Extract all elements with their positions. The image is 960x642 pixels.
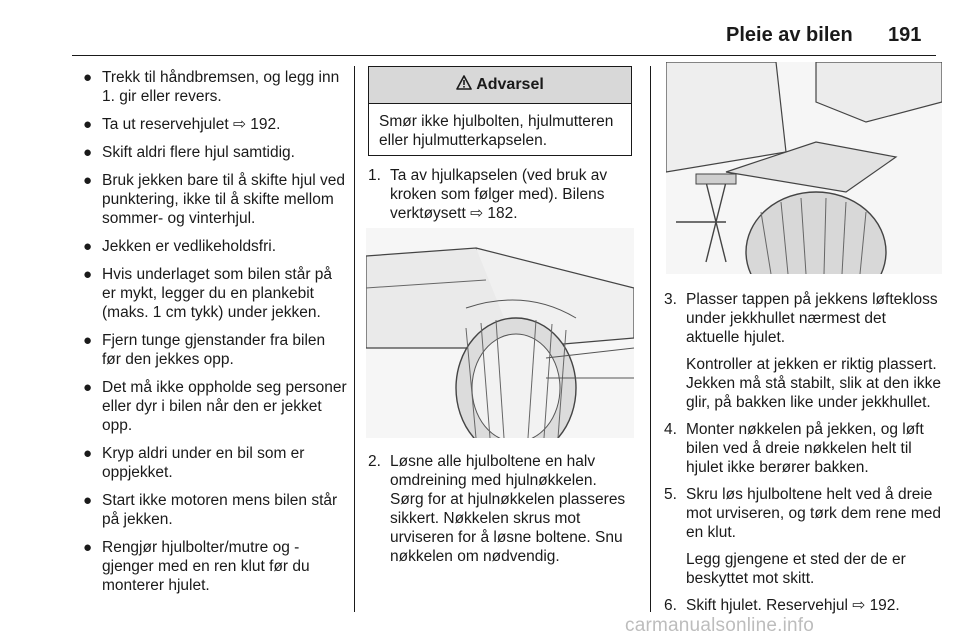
list-item: ● Trekk til håndbremsen, og legg inn 1. gir eller revers. — [83, 69, 340, 105]
step-note: Legg gjengene et sted der de er beskyttet mot skitt. — [686, 551, 906, 587]
bullet-icon: ● — [83, 379, 93, 396]
list-item — [664, 290, 942, 412]
bullet-icon: ● — [83, 144, 93, 161]
step-text: Ta av hjulkapselen (ved bruk av kroken som følger med). Bilens verktøysett ⇨ 182. — [390, 167, 608, 222]
list-item: ● Start ikke motoren mens bilen står på jekken. — [83, 492, 338, 528]
step-number: 5. — [664, 486, 677, 503]
column-2-step-1 — [368, 166, 634, 231]
bullet-icon: ● — [83, 492, 93, 509]
list-item: ● Jekken er vedlikeholdsfri. — [83, 238, 277, 255]
list-item — [664, 485, 942, 588]
watermark: carmanualsonline.info — [625, 615, 815, 636]
bullet-icon: ● — [83, 332, 93, 349]
list-item: ● Rengjør hjulbolter/mutre og -gjenger med en ren klut før du monterer hjulet. — [83, 539, 310, 594]
list-item — [664, 596, 942, 615]
list-item: ● Fjern tunge gjenstander fra bilen før den jekkes opp. — [83, 332, 326, 368]
list-item: ● Hvis underlaget som bilen står på er mykt, legger du en plankebit (maks. 1 cm tykk) under jekken. — [83, 266, 333, 321]
column-divider-1 — [354, 66, 355, 612]
step-text: Skru løs hjulboltene helt ved å dreie mot urviseren, og tørk dem rene med en klut. — [686, 486, 941, 541]
step-number: 1. — [368, 167, 381, 184]
list-item: ● Bruk jekken bare til å skifte hjul ved punktering, ikke til å skifte mellom sommer- og vinterhjul. — [83, 172, 345, 227]
list-item — [368, 452, 634, 566]
warning-text: Smør ikke hjulbolten, hjulmutteren eller hjulmutterkapselen. — [379, 113, 614, 149]
page-title: Pleie av bilen — [726, 24, 853, 46]
jack-drawing — [666, 62, 942, 274]
wheel-illustration — [366, 228, 634, 438]
step-number: 3. — [664, 291, 677, 308]
step-number: 4. — [664, 421, 677, 438]
list-item — [664, 420, 942, 477]
bullet-icon: ● — [83, 116, 93, 133]
header-divider — [72, 55, 936, 56]
warning-triangle-icon — [456, 75, 472, 95]
page-number: 191 — [888, 24, 922, 46]
warning-box — [368, 66, 632, 156]
column-divider-2 — [650, 66, 651, 612]
step-text: Løsne alle hjulboltene en halv omdreining med hjulnøkkelen. Sørg for at hjulnøkkelen plasseres sikkert. Nøkkelen skrus mot urviseren for å løsne boltene. Snu nøkkelen om nødvendig. — [390, 453, 626, 565]
bullet-list — [80, 68, 348, 595]
list-item: ● Ta ut reservehjulet ⇨ 192. — [83, 116, 281, 133]
warning-title: Advarsel — [476, 76, 544, 93]
bullet-icon: ● — [83, 69, 93, 86]
step-text: Skift hjulet. Reservehjul ⇨ 192. — [686, 597, 900, 614]
step-text: Monter nøkkelen på jekken, og løft bilen ved å dreie nøkkelen helt til hjulet ikke berører bakken. — [686, 421, 924, 476]
bullet-icon: ● — [83, 539, 93, 556]
bullet-icon: ● — [83, 238, 93, 255]
list-item: ● Kryp aldri under en bil som er oppjekket. — [83, 445, 305, 481]
column-1 — [80, 68, 348, 604]
bullet-icon: ● — [83, 445, 93, 462]
bullet-icon: ● — [83, 172, 93, 189]
warning-header — [369, 67, 631, 104]
list-item — [368, 166, 634, 223]
column-2-step-2 — [368, 452, 634, 574]
step-number: 2. — [368, 453, 381, 470]
wheel-drawing — [366, 228, 634, 438]
list-item: ● Skift aldri flere hjul samtidig. — [83, 144, 295, 161]
step-note: Kontroller at jekken er riktig plassert. Jekken må stå stabilt, slik at den ikke glir, på bakken like under jekkhullet. — [686, 356, 942, 411]
bullet-icon: ● — [83, 266, 93, 283]
jack-illustration — [666, 62, 942, 274]
column-3 — [664, 290, 942, 623]
step-text: Plasser tappen på jekkens løftekloss under jekkhullet nærmest det aktuelle hjulet. — [686, 291, 938, 346]
list-item: ● Det må ikke oppholde seg personer eller dyr i bilen når den er jekket opp. — [83, 379, 347, 434]
step-number: 6. — [664, 597, 677, 614]
